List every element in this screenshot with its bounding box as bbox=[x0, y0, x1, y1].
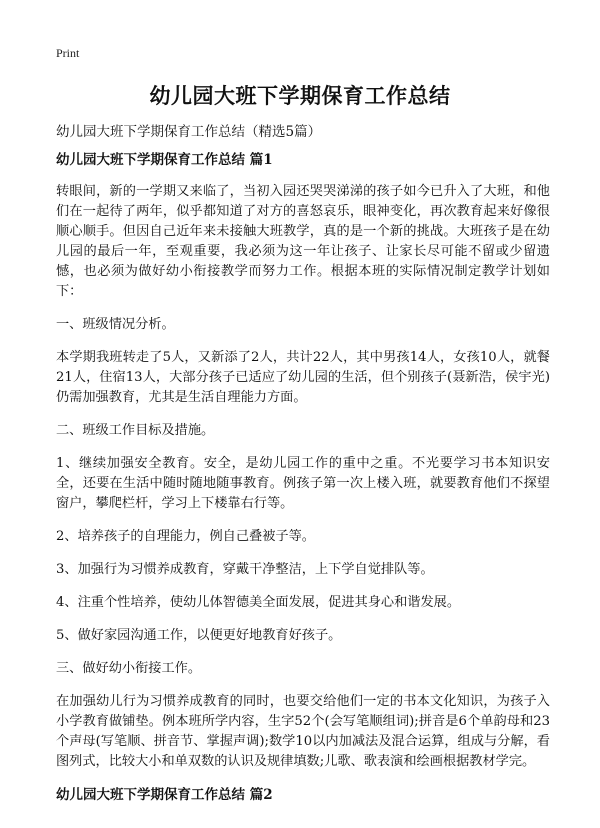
document-body bbox=[56, 150, 550, 818]
list-item-goal-4: 4、注重个性培养，使幼儿体智德美全面发展，促进其身心和谐发展。 bbox=[56, 595, 461, 610]
paragraph-class-analysis: 本学期我班转走了5人，又新添了2人，共计22人，其中男孩14人，女孩10人，就餐21人，住宿13人，大部分孩子已适应了幼儿园的生活，但个别孩子(聂新浩，侯宇光)仍需加强教育，尤其是生活自理能力方面。 bbox=[56, 350, 550, 405]
paragraph-transition: 在加强幼儿行为习惯养成教育的同时，也要交给他们一定的书本文化知识，为孩子入小学教育做铺垫。例本班所学内容，生字52个(会写笔顺组词);拼音是6个单韵母和23个声母(写笔顺、拼音节、掌握声调);数学10以内加减法及混合运算，组成与分解，看图列式，比较大小和单双数的认识及规律填数;儿歌、歌表演和绘画根据教材学完。 bbox=[56, 694, 550, 769]
document-subtitle: 幼儿园大班下学期保育工作总结（精选5篇） bbox=[56, 124, 322, 140]
page-title: 幼儿园大班下学期保育工作总结 bbox=[149, 84, 451, 108]
list-item-goal-1: 1、继续加强安全教育。安全，是幼儿园工作的重中之重。不光要学习书本知识安全，还要在生活中随时随地随事教育。例孩子第一次上楼入班，就要教育他们不探望窗户，攀爬栏杆，学习上下楼靠右行等。 bbox=[56, 456, 550, 511]
list-item-goal-3: 3、加强行为习惯养成教育，穿戴干净整洁，上下学自觉排队等。 bbox=[56, 562, 434, 577]
list-item-goal-5: 5、做好家园沟通工作，以便更好地教育好孩子。 bbox=[56, 628, 342, 643]
print-label[interactable]: Print bbox=[56, 46, 80, 60]
list-item-goal-2: 2、培养孩子的自理能力，例自己叠被子等。 bbox=[56, 529, 315, 544]
article-heading-2: 幼儿园大班下学期保育工作总结 篇2 bbox=[56, 787, 273, 803]
section-heading-class-analysis: 一、班级情况分析。 bbox=[56, 317, 175, 332]
section-heading-transition: 三、做好幼小衔接工作。 bbox=[56, 661, 202, 676]
paragraph-intro: 转眼间，新的一学期又来临了，当初入园还哭哭涕涕的孩子如今已升入了大班，和他们在一起待了两年，似乎都知道了对方的喜怒哀乐，眼神变化，再次教育起来好像很顺心顺手。但因自己近年来未接触大班教学，真的是一个新的挑战。大班孩子是在幼儿园的最后一年，至观重要，我必须为这一年让孩子、让家长尽可能不留或少留遗憾，也必须为做好幼小衔接教学而努力工作。根据本班的实际情况制定教学计划如下： bbox=[56, 184, 550, 299]
article-heading-1: 幼儿园大班下学期保育工作总结 篇1 bbox=[56, 152, 273, 168]
section-heading-goals: 二、班级工作目标及措施。 bbox=[56, 423, 215, 438]
